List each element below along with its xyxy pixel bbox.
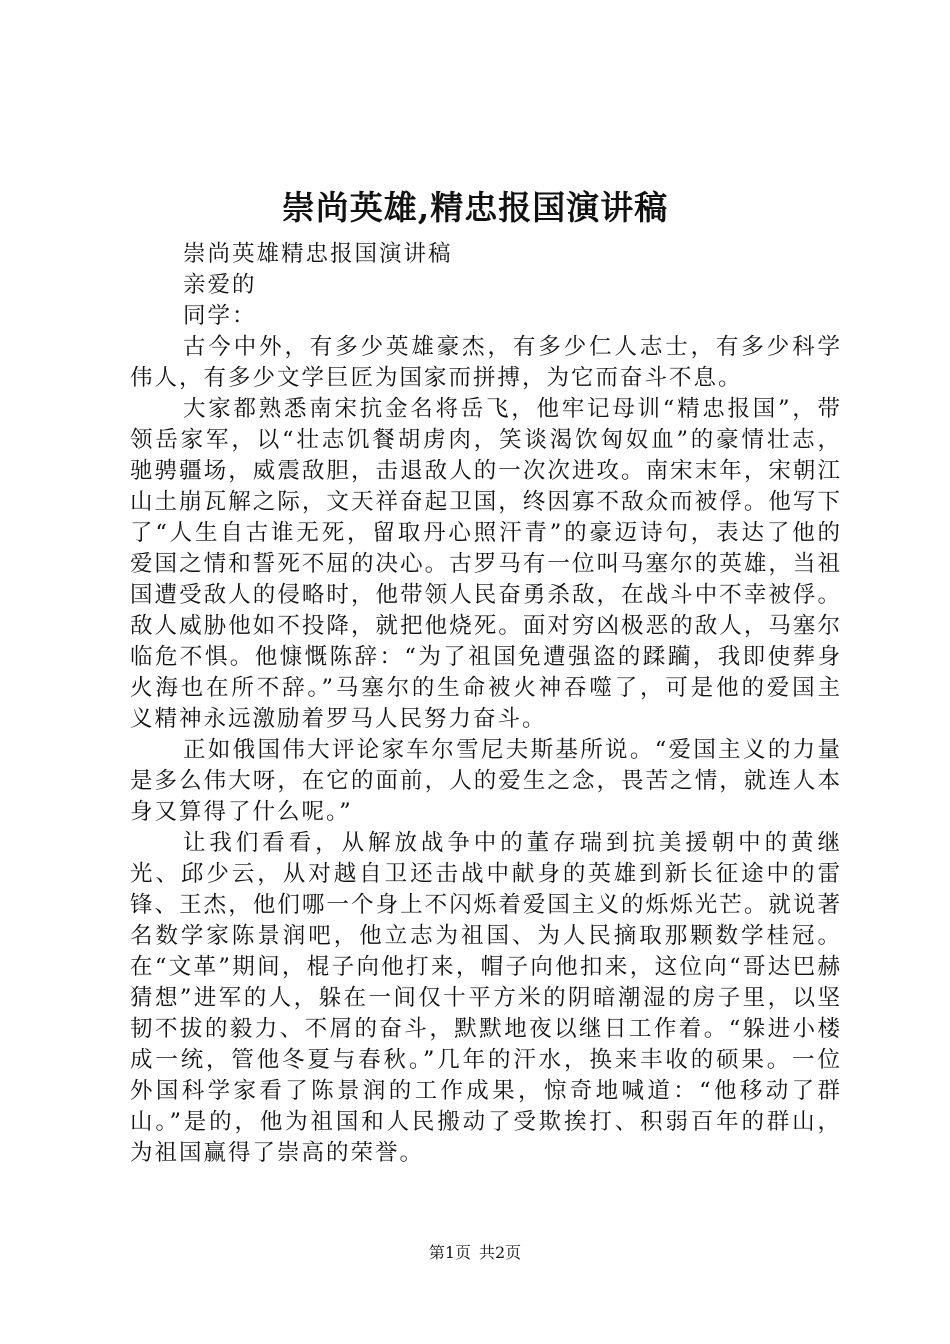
paragraph-yuefei: 大家都熟悉南宋抗金名将岳飞，他牢记母训“精忠报国”，带领岳家军，以“壮志饥餐胡虏肉，笑谈渴饮匈奴血”的豪情壮志，驰骋疆场，威震敌胆，击退敌人的一次次进攻。南宋末年，宋朝江山土崩瓦解之际，文天祥奋起卫国，终因寡不敌众而被俘。他写下了“人生自古谁无死，留取丹心照汗青”的豪迈诗句，表达了他的爱国之情和誓死不屈的决心。古罗马有一位叫马塞尔的英雄，当祖国遭受敌人的侵略时，他带领人民奋勇杀敌，在战斗中不幸被俘。敌人威胁他如不投降，就把他烧死。面对穷凶极恶的敌人，马塞尔临危不惧。他慷慨陈辞：“为了祖国免遭强盗的蹂躏，我即使葬身火海也在所不辞。”马塞尔的生命被火神吞噬了，可是他的爱国主义精神永远激励着罗马人民努力奋斗。: [130, 396, 842, 732]
paragraph-intro: 古今中外，有多少英雄豪杰，有多少仁人志士，有多少科学伟人，有多少文学巨匠为国家而拼搏，为它而奋斗不息。: [130, 334, 842, 391]
page-footer: [0, 1242, 950, 1264]
paragraph-heroes: 让我们看看，从解放战争中的董存瑞到抗美援朝中的黄继光、邱少云，从对越自卫还击战中献身的英雄到新长征途中的雷锋、王杰，他们哪一个身上不闪烁着爱国主义的烁烁光芒。就说著名数学家陈景润吧，他立志为祖国、为人民摘取那颗数学桂冠。在“文革”期间，棍子向他打来，帽子向他扣来，这位向“哥达巴赫猜想”进军的人，躲在一间仅十平方米的阴暗潮湿的房子里，以坚韧不拔的毅力、不屑的奋斗，默默地夜以继日工作着。“躲进小楼成一统，管他冬夏与春秋。”几年的汗水，换来丰收的硕果。一位外国科学家看了陈景润的工作成果，惊奇地喊道：“他移动了群山。”是的，他为祖国和人民搬动了受欺挨打、积弱百年的群山，为祖国赢得了崇高的荣誉。: [130, 830, 842, 1166]
paragraph-quote: 正如俄国伟大评论家车尔雪尼夫斯基所说。“爱国主义的力量是多么伟大呀，在它的面前，人的爱生之念，畏苦之情，就连人本身又算得了什么呢。”: [130, 737, 842, 825]
document-body: [130, 239, 842, 1169]
document-title: 崇尚英雄,精忠报国演讲稿: [281, 188, 669, 227]
page-total: 共2页: [479, 1243, 522, 1262]
page-number: 第1页: [428, 1243, 471, 1262]
paragraph-subtitle: 崇尚英雄精忠报国演讲稿: [183, 241, 453, 267]
paragraph-salutation-cont: 同学：: [183, 303, 257, 329]
paragraph-salutation: 亲爱的: [183, 272, 257, 298]
